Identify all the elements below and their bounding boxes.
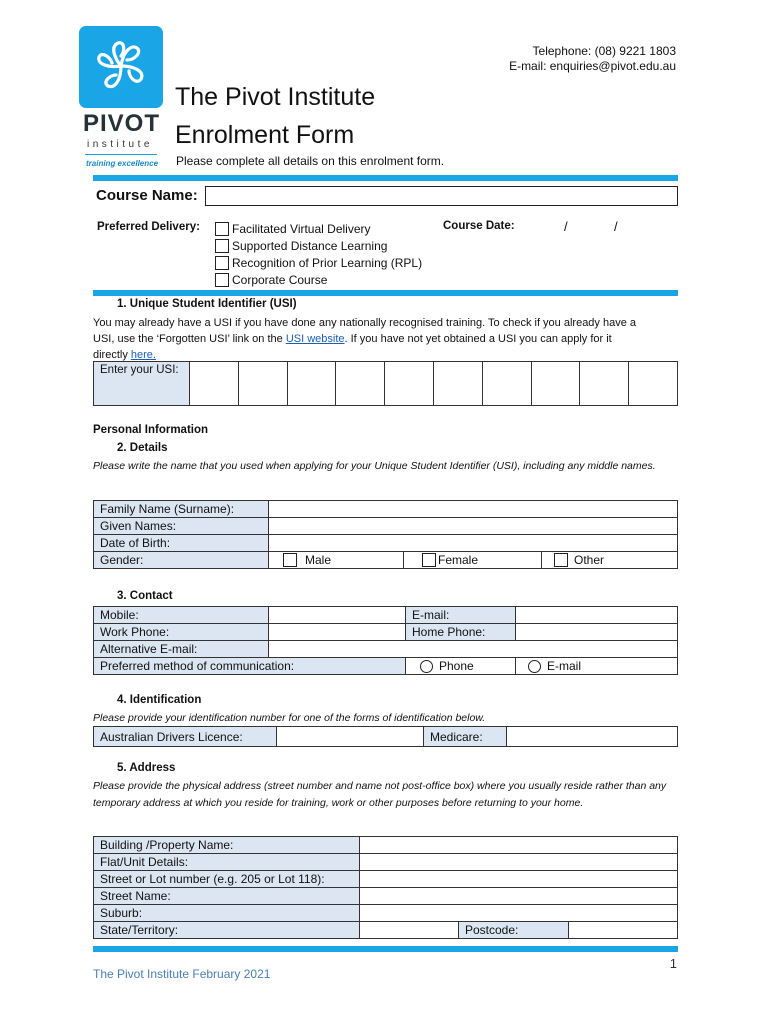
contact-table — [93, 606, 678, 675]
usi-website-link[interactable]: USI website — [285, 333, 345, 345]
contact-info — [509, 44, 676, 74]
usi-char-cell[interactable] — [190, 362, 239, 406]
title-line-2: Enrolment Form — [175, 121, 355, 149]
building-input[interactable] — [360, 837, 678, 854]
alt-email-label: Alternative E-mail: — [94, 641, 269, 658]
delivery-option-corporate[interactable]: Corporate Course — [215, 273, 327, 287]
gender-label: Gender: — [94, 552, 269, 569]
checkbox[interactable] — [554, 553, 568, 567]
usi-description: You may already have a USI if you have done any nationally recognised training. To check if you already have a USI, use the ‘Forgotten USI’ link on the USI website. If you have not yet obtained a USI you can apply for it directly here. — [93, 317, 637, 361]
identification-heading: 4. Identification — [117, 694, 202, 706]
usi-char-cell[interactable] — [531, 362, 580, 406]
address-table — [93, 836, 678, 939]
flat-input[interactable] — [360, 854, 678, 871]
street-name-input[interactable] — [360, 888, 678, 905]
usi-char-cell[interactable] — [287, 362, 336, 406]
postcode-label: Postcode: — [459, 922, 569, 939]
checkbox[interactable] — [422, 553, 436, 567]
logo-tagline: training excellence — [86, 159, 159, 168]
home-phone-label: Home Phone: — [406, 624, 516, 641]
divider-bar — [93, 290, 678, 296]
logo-word: PIVOT — [83, 110, 161, 137]
personal-info-heading: Personal Information — [93, 424, 209, 436]
given-names-label: Given Names: — [94, 518, 269, 535]
postcode-input[interactable] — [569, 922, 678, 939]
checkbox[interactable] — [215, 239, 229, 253]
gender-female-option[interactable]: Female — [404, 552, 542, 569]
family-name-input[interactable] — [269, 501, 678, 518]
work-phone-label: Work Phone: — [94, 624, 269, 641]
licence-input[interactable] — [277, 727, 424, 747]
usi-char-cell[interactable] — [580, 362, 629, 406]
date-separator: / — [614, 219, 618, 234]
course-name-label: Course Name: — [96, 187, 198, 204]
usi-char-cell[interactable] — [482, 362, 531, 406]
usi-char-cell[interactable] — [629, 362, 678, 406]
street-number-label: Street or Lot number (e.g. 205 or Lot 118): — [94, 871, 360, 888]
gender-other-option[interactable]: Other — [542, 552, 678, 569]
logo-mark — [79, 26, 163, 108]
page-subtitle: Please complete all details on this enrolment form. — [176, 154, 445, 168]
title-line-1: The Pivot Institute — [175, 83, 376, 111]
delivery-option-distance[interactable]: Supported Distance Learning — [215, 239, 387, 253]
details-heading: 2. Details — [117, 442, 168, 454]
page-title — [175, 78, 375, 154]
email-input[interactable] — [516, 607, 678, 624]
licence-label: Australian Drivers Licence: — [94, 727, 277, 747]
checkbox[interactable] — [215, 256, 229, 270]
work-phone-input[interactable] — [269, 624, 406, 641]
logo-divider — [85, 154, 157, 155]
street-name-label: Street Name: — [94, 888, 360, 905]
email-text: E-mail: enquiries@pivot.edu.au — [509, 59, 676, 73]
details-note: Please write the name that you used when applying for your Unique Student Identifier (USI), including any middle names. — [93, 460, 656, 472]
gender-male-option[interactable]: Male — [269, 552, 404, 569]
divider-bar — [93, 175, 678, 181]
radio-button[interactable] — [528, 660, 541, 673]
suburb-label: Suburb: — [94, 905, 360, 922]
identification-table — [93, 726, 678, 747]
preferred-method-label: Preferred method of communication: — [94, 658, 406, 675]
usi-char-cell[interactable] — [385, 362, 434, 406]
home-phone-input[interactable] — [516, 624, 678, 641]
preferred-phone-option[interactable]: Phone — [406, 658, 516, 675]
email-label: E-mail: — [406, 607, 516, 624]
divider-bar — [93, 946, 678, 952]
alt-email-input[interactable] — [269, 641, 678, 658]
usi-char-cell[interactable] — [433, 362, 482, 406]
suburb-input[interactable] — [360, 905, 678, 922]
address-note: Please provide the physical address (street number and name not post-office box) where you usually reside rather than any temporary address at which you reside for training, work or other purposes before returning to your home. — [93, 780, 667, 809]
usi-char-cell[interactable] — [238, 362, 287, 406]
building-label: Building /Property Name: — [94, 837, 360, 854]
checkbox[interactable] — [215, 273, 229, 287]
preferred-email-option[interactable]: E-mail — [516, 658, 678, 675]
medicare-label: Medicare: — [424, 727, 507, 747]
delivery-option-rpl[interactable]: Recognition of Prior Learning (RPL) — [215, 256, 422, 270]
dob-label: Date of Birth: — [94, 535, 269, 552]
course-name-input[interactable] — [205, 186, 678, 206]
checkbox[interactable] — [215, 222, 229, 236]
medicare-input[interactable] — [507, 727, 678, 747]
telephone-text: Telephone: (08) 9221 1803 — [532, 44, 676, 58]
date-separator: / — [564, 219, 568, 234]
usi-label: Enter your USI: — [94, 362, 190, 406]
usi-apply-link[interactable]: here. — [130, 349, 156, 361]
identification-note: Please provide your identification number for one of the forms of identification below. — [93, 712, 486, 724]
mobile-input[interactable] — [269, 607, 406, 624]
usi-char-cell[interactable] — [336, 362, 385, 406]
given-names-input[interactable] — [269, 518, 678, 535]
flat-label: Flat/Unit Details: — [94, 854, 360, 871]
pinwheel-icon — [79, 26, 163, 108]
family-name-label: Family Name (Surname): — [94, 501, 269, 518]
usi-heading: 1. Unique Student Identifier (USI) — [117, 298, 297, 310]
state-input[interactable] — [360, 922, 459, 939]
course-date-label: Course Date: — [443, 220, 515, 232]
preferred-delivery-label: Preferred Delivery: — [97, 221, 200, 233]
usi-table — [93, 361, 678, 406]
radio-button[interactable] — [420, 660, 433, 673]
state-label: State/Territory: — [94, 922, 360, 939]
address-heading: 5. Address — [117, 762, 176, 774]
contact-heading: 3. Contact — [117, 590, 173, 602]
delivery-option-virtual[interactable]: Facilitated Virtual Delivery — [215, 222, 371, 236]
mobile-label: Mobile: — [94, 607, 269, 624]
logo-subword: institute — [87, 139, 153, 150]
details-table — [93, 500, 678, 569]
street-number-input[interactable] — [360, 871, 678, 888]
dob-input[interactable] — [269, 535, 678, 552]
checkbox[interactable] — [283, 553, 297, 567]
footer-text: The Pivot Institute February 2021 — [93, 967, 271, 981]
page-number: 1 — [669, 956, 677, 971]
